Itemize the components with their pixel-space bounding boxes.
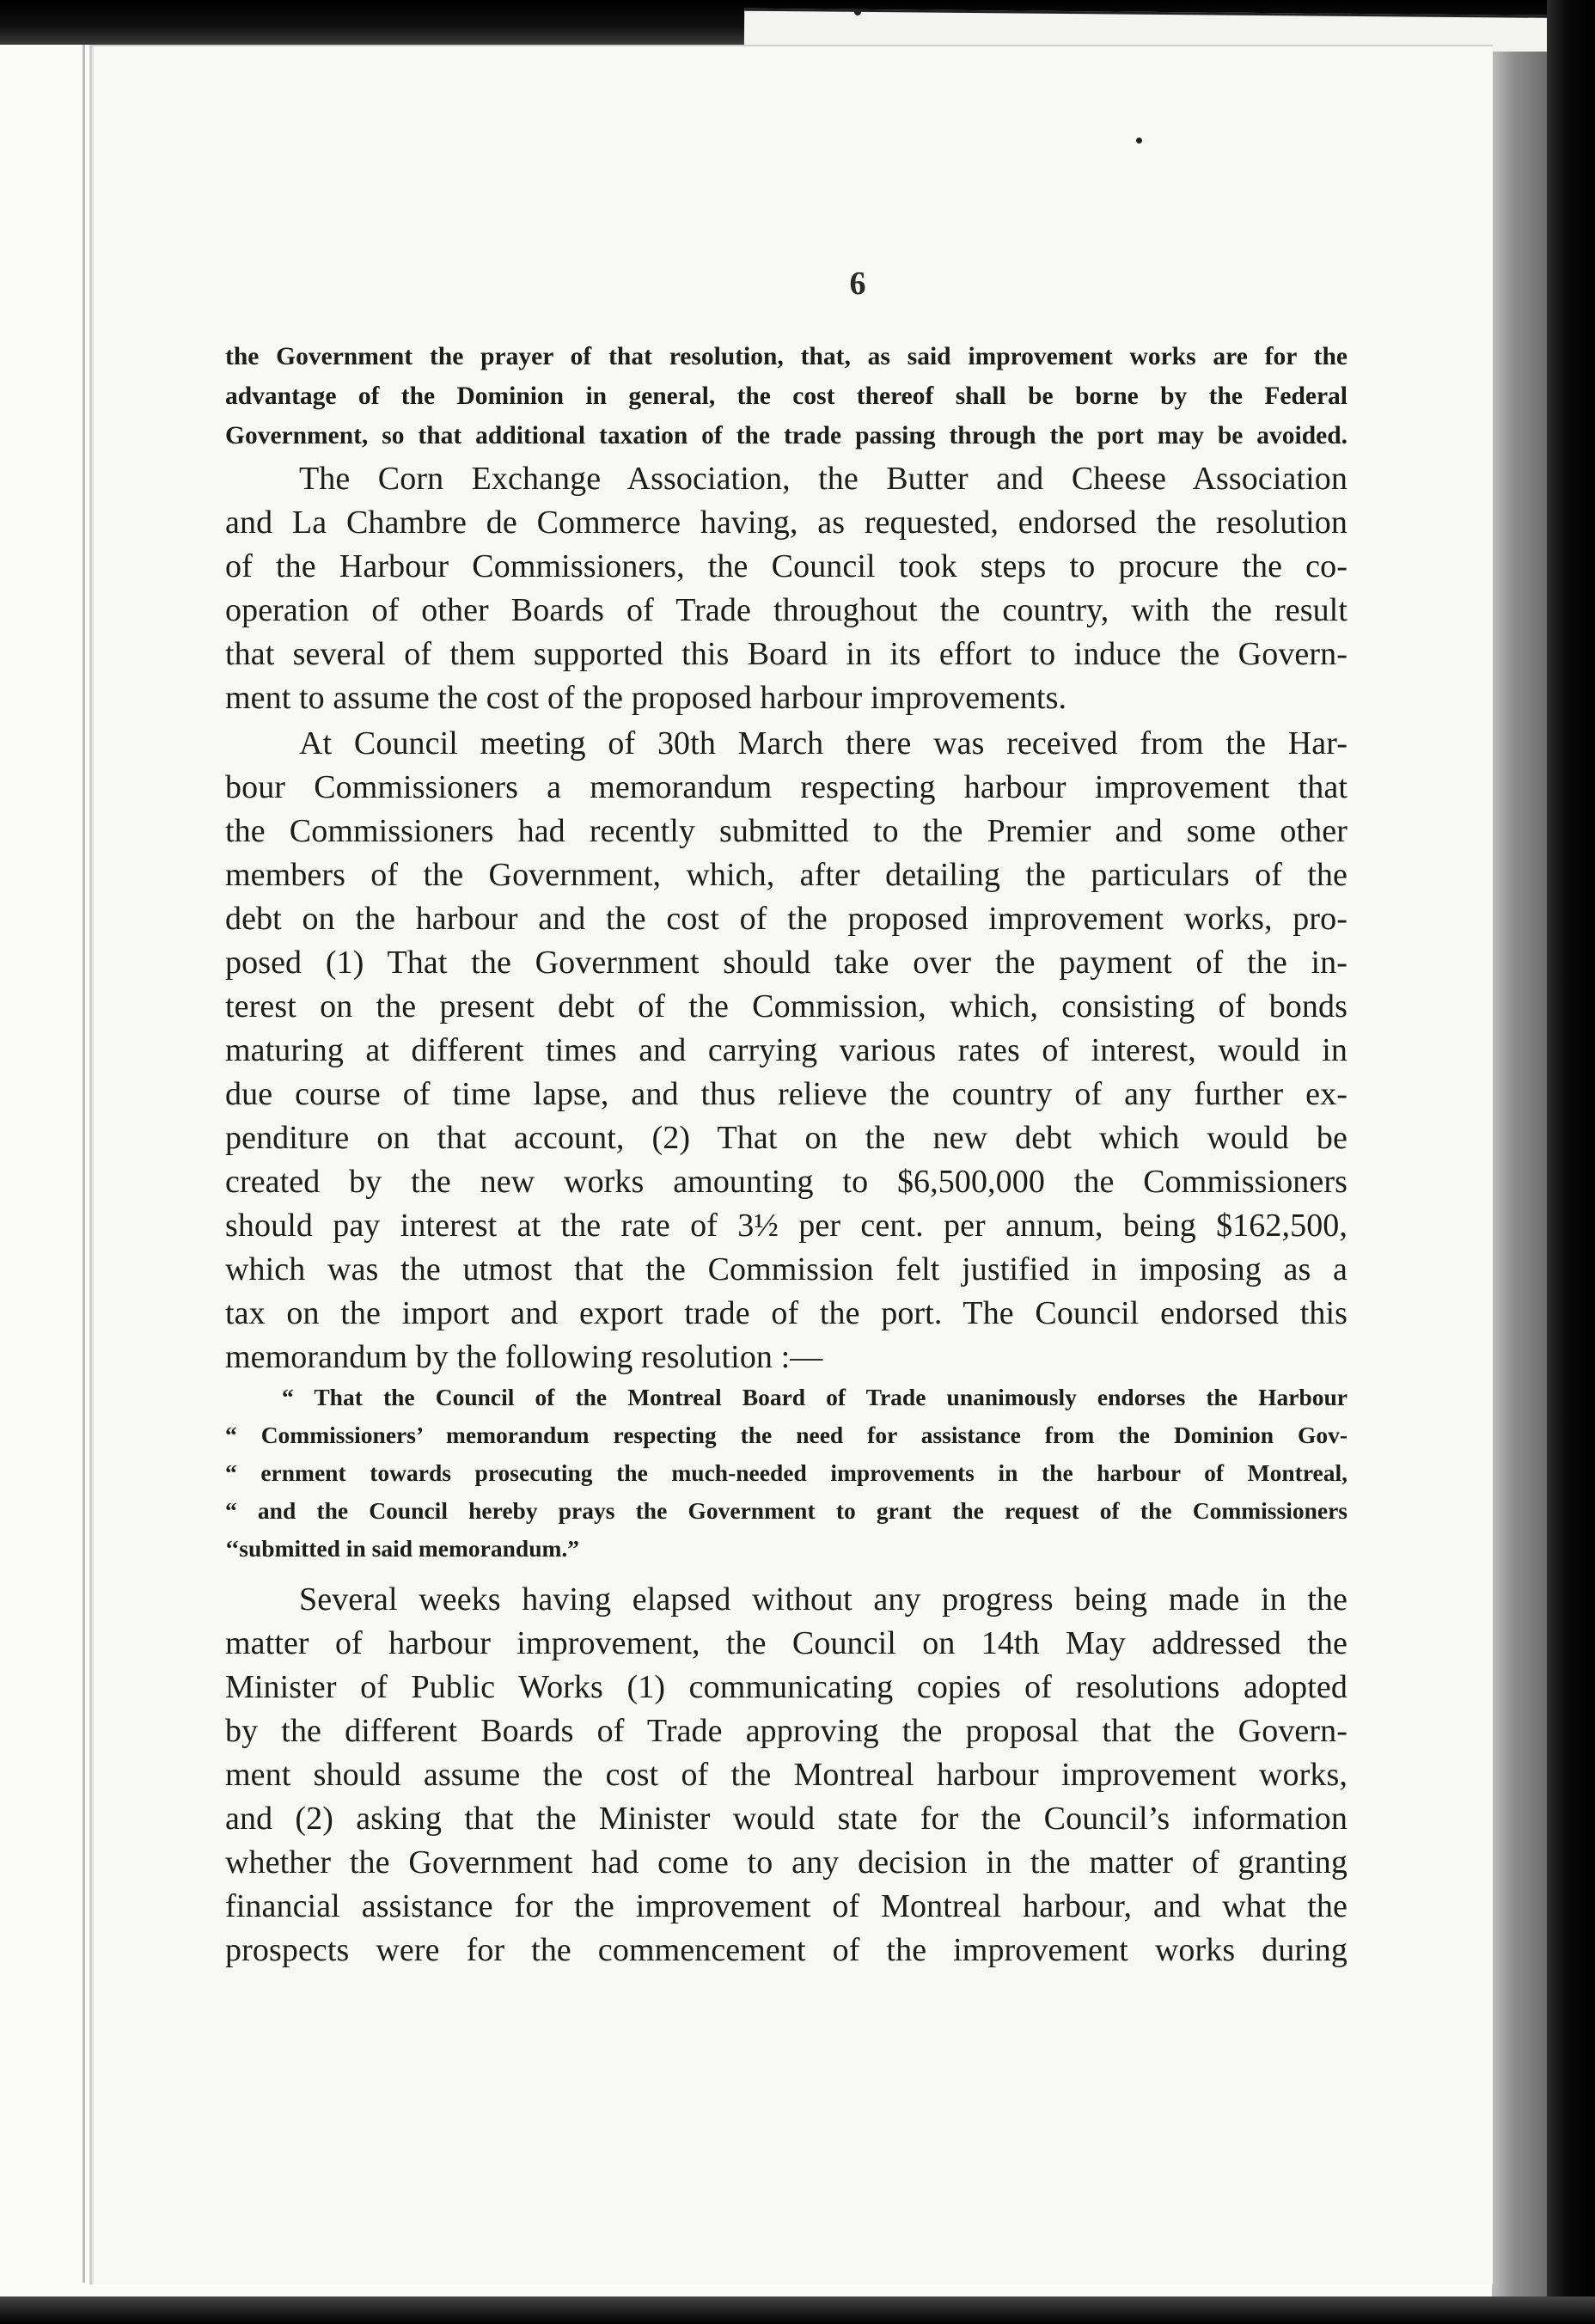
text-line: Government, so that additional taxation of the trade passing through the port may be avoided.: [225, 422, 1348, 450]
scan-speck: [854, 9, 861, 15]
paragraph-council-meeting: [225, 722, 1348, 1379]
text-line: penditure on that account, (2) That on the new debt which would be: [225, 1120, 1348, 1156]
quote-line: “ and the Council hereby prays the Government to grant the request of the Commissioners: [225, 1497, 1348, 1524]
scan-bottom-border: [0, 2296, 1595, 2324]
scan-right-border: [1547, 0, 1595, 2324]
quoted-resolution: [225, 1379, 1348, 1568]
text-line: bour Commissioners a memorandum respecting harbour improvement that: [225, 769, 1348, 805]
text-line: of the Harbour Commissioners, the Council took steps to procure the co-: [225, 548, 1348, 584]
quote-line: “ That the Council of the Montreal Board of Trade unanimously endorses the Harbour: [282, 1384, 1348, 1410]
text-line: tax on the import and export trade of the port. The Council endorsed this: [225, 1295, 1348, 1331]
text-line: by the different Boards of Trade approving the proposal that the Govern-: [225, 1713, 1348, 1749]
text-line: financial assistance for the improvement of Montreal harbour, and what the: [225, 1888, 1348, 1924]
text-line: ment to assume the cost of the proposed harbour improvements.: [225, 680, 1067, 716]
text-line: created by the new works amounting to $6,500,000 the Commissioners: [225, 1164, 1348, 1200]
text-line: members of the Government, which, after detailing the particulars of the: [225, 857, 1348, 893]
text-line: the Government the prayer of that resolution, that, as said improvement works are for the: [225, 343, 1348, 370]
text-line: due course of time lapse, and thus relieve the country of any further ex-: [225, 1076, 1348, 1112]
scan-right-page-shadow: [1492, 52, 1547, 2324]
quote-line: ‘‘submitted in said memorandum.”: [225, 1535, 580, 1562]
text-line: posed (1) That the Government should take over the payment of the in-: [225, 945, 1348, 981]
text-line: matter of harbour improvement, the Council on 14th May addressed the: [225, 1625, 1348, 1661]
intro-text: [225, 337, 1348, 456]
text-line: whether the Government had come to any decision in the matter of granting: [225, 1844, 1348, 1881]
text-line: maturing at different times and carrying various rates of interest, would in: [225, 1032, 1348, 1068]
text-line: and (2) asking that the Minister would state for the Council’s information: [225, 1801, 1348, 1837]
text-line: which was the utmost that the Commission felt justified in imposing as a: [225, 1251, 1348, 1287]
text-line: that several of them supported this Board in its effort to induce the Govern-: [225, 636, 1348, 672]
quote-line: “ ernment towards prosecuting the much-needed improvements in the harbour of Montreal,: [225, 1459, 1348, 1486]
paragraph-corn-exchange: [225, 457, 1348, 720]
text-line: operation of other Boards of Trade throughout the country, with the result: [225, 592, 1348, 628]
quote-line: “ Commissioners’ memorandum respecting the need for assistance from the Dominion Gov-: [225, 1422, 1348, 1448]
page-number: 6: [849, 266, 866, 302]
paragraph-several-weeks: [225, 1578, 1348, 1972]
text-line: the Commissioners had recently submitted to the Premier and some other: [225, 813, 1348, 849]
text-line: Minister of Public Works (1) communicating copies of resolutions adopted: [225, 1669, 1348, 1705]
text-line: prospects were for the commencement of the improvement works during: [225, 1932, 1348, 1968]
text-line: The Corn Exchange Association, the Butter and Cheese Association: [299, 461, 1348, 497]
text-line: advantage of the Dominion in general, the cost thereof shall be borne by the Federal: [225, 382, 1348, 410]
text-line: debt on the harbour and the cost of the proposed improvement works, pro-: [225, 901, 1348, 937]
text-line: should pay interest at the rate of 3½ per cent. per annum, being $162,500,: [225, 1208, 1348, 1244]
scan-speck: [1136, 138, 1142, 144]
text-line: Several weeks having elapsed without any progress being made in the: [299, 1581, 1348, 1618]
text-line: At Council meeting of 30th March there was received from the Har-: [299, 725, 1348, 761]
text-line: ment should assume the cost of the Montreal harbour improvement works,: [225, 1757, 1348, 1793]
text-line: memorandum by the following resolution :—: [225, 1339, 823, 1375]
text-line: and La Chambre de Commerce having, as requested, endorsed the resolution: [225, 505, 1348, 541]
text-line: terest on the present debt of the Commission, which, consisting of bonds: [225, 988, 1348, 1024]
page-left-edge: [82, 45, 85, 2283]
